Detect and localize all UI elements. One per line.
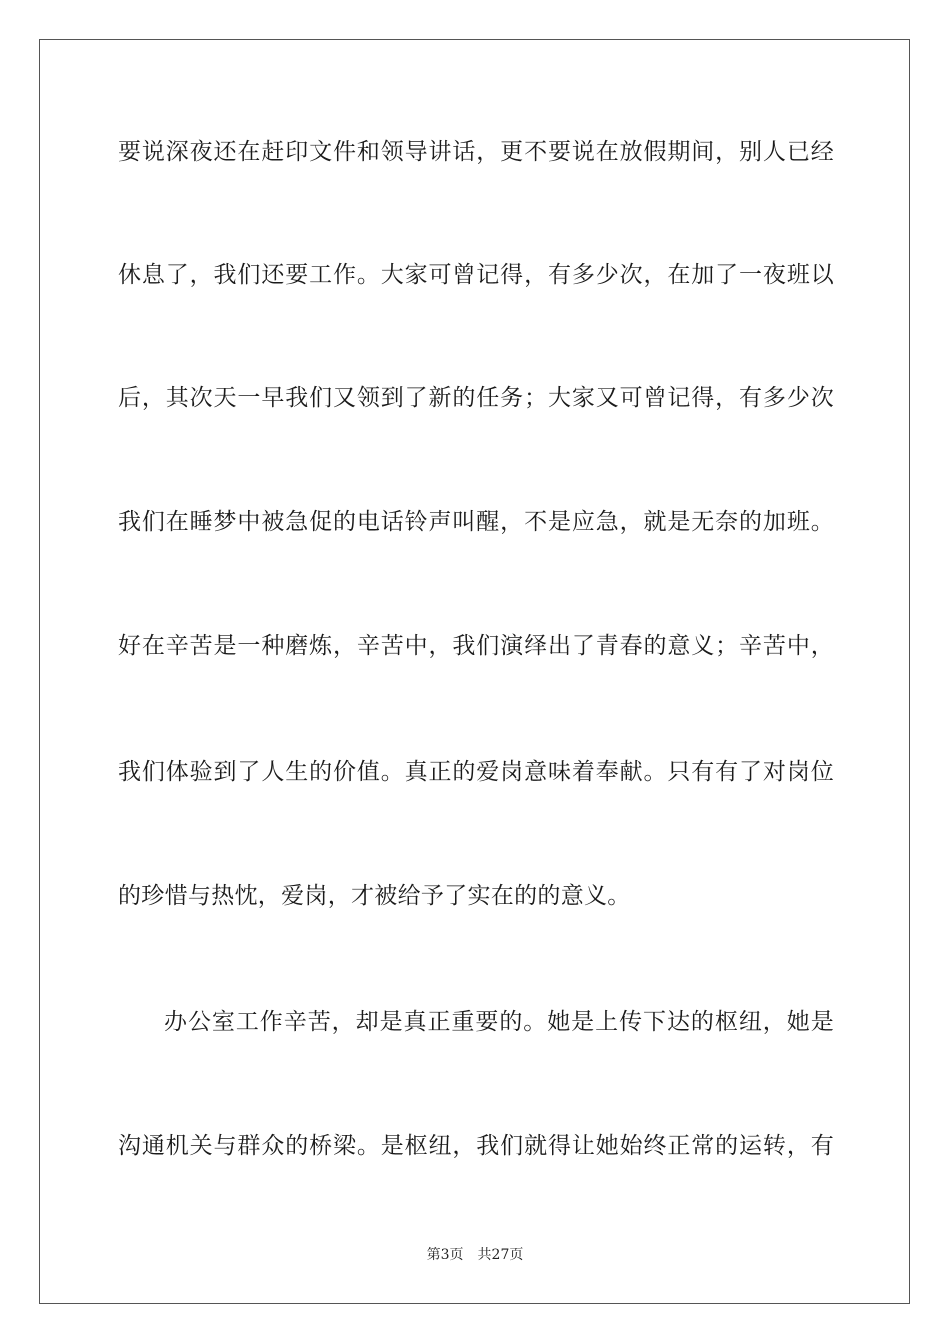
body-text-line: 沟通机关与群众的桥梁。是枢纽，我们就得让她始终正常的运转，有	[118, 1133, 834, 1159]
page-footer	[0, 1246, 950, 1264]
paragraph-first-line: 办公室工作辛苦，却是真正重要的。她是上传下达的枢纽，她是	[164, 1009, 834, 1035]
body-text-line: 我们体验到了人生的价值。真正的爱岗意味着奉献。只有有了对岗位	[118, 759, 834, 785]
body-text-line: 我们在睡梦中被急促的电话铃声叫醒，不是应急，就是无奈的加班。	[118, 509, 834, 535]
body-text-line: 休息了，我们还要工作。大家可曾记得，有多少次，在加了一夜班以	[118, 262, 834, 288]
body-text-line: 后，其次天一早我们又领到了新的任务；大家又可曾记得，有多少次	[118, 385, 834, 411]
page-border	[39, 39, 910, 1304]
page-number: 第3页	[426, 1247, 464, 1263]
body-text-line: 的珍惜与热忱，爱岗，才被给予了实在的的意义。	[118, 883, 631, 909]
body-text-line: 要说深夜还在赶印文件和领导讲话，更不要说在放假期间，别人已经	[118, 139, 834, 165]
total-pages: 共27页	[477, 1247, 524, 1263]
body-text-line: 好在辛苦是一种磨炼，辛苦中，我们演绎出了青春的意义；辛苦中，	[118, 633, 834, 659]
